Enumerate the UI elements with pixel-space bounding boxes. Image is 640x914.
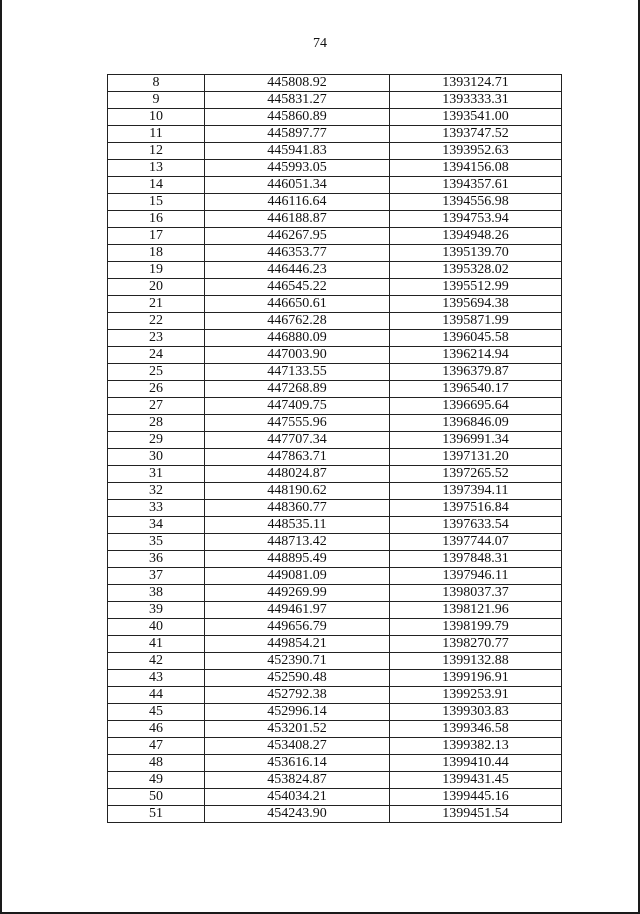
table-row xyxy=(108,415,562,432)
y-coordinate-cell: 1396540.17 xyxy=(390,381,562,398)
x-coordinate-cell: 452590.48 xyxy=(205,670,390,687)
x-coordinate-cell: 445860.89 xyxy=(205,109,390,126)
table-row xyxy=(108,483,562,500)
y-coordinate-cell: 1399132.88 xyxy=(390,653,562,670)
y-coordinate-cell: 1399431.45 xyxy=(390,772,562,789)
x-coordinate-cell: 446051.34 xyxy=(205,177,390,194)
x-coordinate-cell: 446267.95 xyxy=(205,228,390,245)
point-number-cell: 29 xyxy=(108,432,205,449)
x-coordinate-cell: 445993.05 xyxy=(205,160,390,177)
table-row xyxy=(108,551,562,568)
y-coordinate-cell: 1396045.58 xyxy=(390,330,562,347)
y-coordinate-cell: 1397633.54 xyxy=(390,517,562,534)
y-coordinate-cell: 1395694.38 xyxy=(390,296,562,313)
point-number-cell: 46 xyxy=(108,721,205,738)
y-coordinate-cell: 1394948.26 xyxy=(390,228,562,245)
x-coordinate-cell: 448360.77 xyxy=(205,500,390,517)
table-row xyxy=(108,143,562,160)
point-number-cell: 45 xyxy=(108,704,205,721)
x-coordinate-cell: 446880.09 xyxy=(205,330,390,347)
point-number-cell: 37 xyxy=(108,568,205,585)
point-number-cell: 41 xyxy=(108,636,205,653)
point-number-cell: 27 xyxy=(108,398,205,415)
point-number-cell: 44 xyxy=(108,687,205,704)
table-row xyxy=(108,755,562,772)
table-row xyxy=(108,432,562,449)
table-row xyxy=(108,449,562,466)
x-coordinate-cell: 453408.27 xyxy=(205,738,390,755)
y-coordinate-cell: 1398199.79 xyxy=(390,619,562,636)
point-number-cell: 13 xyxy=(108,160,205,177)
y-coordinate-cell: 1395328.02 xyxy=(390,262,562,279)
table-row xyxy=(108,75,562,92)
y-coordinate-cell: 1397394.11 xyxy=(390,483,562,500)
point-number-cell: 38 xyxy=(108,585,205,602)
point-number-cell: 11 xyxy=(108,126,205,143)
point-number-cell: 16 xyxy=(108,211,205,228)
x-coordinate-cell: 445897.77 xyxy=(205,126,390,143)
x-coordinate-cell: 449854.21 xyxy=(205,636,390,653)
y-coordinate-cell: 1395512.99 xyxy=(390,279,562,296)
table-row xyxy=(108,279,562,296)
y-coordinate-cell: 1398037.37 xyxy=(390,585,562,602)
table-row xyxy=(108,772,562,789)
x-coordinate-cell: 449081.09 xyxy=(205,568,390,585)
y-coordinate-cell: 1394357.61 xyxy=(390,177,562,194)
point-number-cell: 36 xyxy=(108,551,205,568)
y-coordinate-cell: 1395139.70 xyxy=(390,245,562,262)
table-row xyxy=(108,568,562,585)
x-coordinate-cell: 447863.71 xyxy=(205,449,390,466)
table-row xyxy=(108,109,562,126)
y-coordinate-cell: 1398270.77 xyxy=(390,636,562,653)
table-row xyxy=(108,517,562,534)
x-coordinate-cell: 452390.71 xyxy=(205,653,390,670)
point-number-cell: 24 xyxy=(108,347,205,364)
table-row xyxy=(108,704,562,721)
y-coordinate-cell: 1397848.31 xyxy=(390,551,562,568)
y-coordinate-cell: 1399253.91 xyxy=(390,687,562,704)
x-coordinate-cell: 453201.52 xyxy=(205,721,390,738)
point-number-cell: 43 xyxy=(108,670,205,687)
point-number-cell: 12 xyxy=(108,143,205,160)
page-number: 74 xyxy=(313,36,327,51)
x-coordinate-cell: 452792.38 xyxy=(205,687,390,704)
x-coordinate-cell: 445831.27 xyxy=(205,92,390,109)
point-number-cell: 21 xyxy=(108,296,205,313)
x-coordinate-cell: 449656.79 xyxy=(205,619,390,636)
table-row xyxy=(108,126,562,143)
table-row xyxy=(108,228,562,245)
x-coordinate-cell: 445808.92 xyxy=(205,75,390,92)
x-coordinate-cell: 446188.87 xyxy=(205,211,390,228)
x-coordinate-cell: 448024.87 xyxy=(205,466,390,483)
y-coordinate-cell: 1394753.94 xyxy=(390,211,562,228)
x-coordinate-cell: 447268.89 xyxy=(205,381,390,398)
y-coordinate-cell: 1398121.96 xyxy=(390,602,562,619)
table-row xyxy=(108,347,562,364)
x-coordinate-cell: 446650.61 xyxy=(205,296,390,313)
point-number-cell: 20 xyxy=(108,279,205,296)
point-number-cell: 22 xyxy=(108,313,205,330)
point-number-cell: 26 xyxy=(108,381,205,398)
y-coordinate-cell: 1399445.16 xyxy=(390,789,562,806)
point-number-cell: 40 xyxy=(108,619,205,636)
y-coordinate-cell: 1397744.07 xyxy=(390,534,562,551)
y-coordinate-cell: 1393333.31 xyxy=(390,92,562,109)
point-number-cell: 42 xyxy=(108,653,205,670)
table-row xyxy=(108,330,562,347)
table-row xyxy=(108,92,562,109)
point-number-cell: 31 xyxy=(108,466,205,483)
y-coordinate-cell: 1399382.13 xyxy=(390,738,562,755)
x-coordinate-cell: 446762.28 xyxy=(205,313,390,330)
x-coordinate-cell: 453824.87 xyxy=(205,772,390,789)
coordinates-table xyxy=(107,74,562,823)
point-number-cell: 8 xyxy=(108,75,205,92)
point-number-cell: 49 xyxy=(108,772,205,789)
table-row xyxy=(108,211,562,228)
point-number-cell: 19 xyxy=(108,262,205,279)
x-coordinate-cell: 447409.75 xyxy=(205,398,390,415)
y-coordinate-cell: 1399196.91 xyxy=(390,670,562,687)
table-row xyxy=(108,313,562,330)
x-coordinate-cell: 448190.62 xyxy=(205,483,390,500)
point-number-cell: 50 xyxy=(108,789,205,806)
x-coordinate-cell: 448895.49 xyxy=(205,551,390,568)
table-row xyxy=(108,381,562,398)
table-row xyxy=(108,619,562,636)
point-number-cell: 30 xyxy=(108,449,205,466)
table-row xyxy=(108,296,562,313)
x-coordinate-cell: 446116.64 xyxy=(205,194,390,211)
y-coordinate-cell: 1396695.64 xyxy=(390,398,562,415)
x-coordinate-cell: 447707.34 xyxy=(205,432,390,449)
x-coordinate-cell: 447003.90 xyxy=(205,347,390,364)
x-coordinate-cell: 445941.83 xyxy=(205,143,390,160)
y-coordinate-cell: 1396846.09 xyxy=(390,415,562,432)
table-row xyxy=(108,500,562,517)
table-row xyxy=(108,806,562,823)
point-number-cell: 14 xyxy=(108,177,205,194)
y-coordinate-cell: 1399451.54 xyxy=(390,806,562,823)
table-row xyxy=(108,670,562,687)
point-number-cell: 32 xyxy=(108,483,205,500)
x-coordinate-cell: 446446.23 xyxy=(205,262,390,279)
point-number-cell: 10 xyxy=(108,109,205,126)
table-row xyxy=(108,602,562,619)
table-row xyxy=(108,160,562,177)
point-number-cell: 18 xyxy=(108,245,205,262)
x-coordinate-cell: 453616.14 xyxy=(205,755,390,772)
x-coordinate-cell: 446545.22 xyxy=(205,279,390,296)
y-coordinate-cell: 1393541.00 xyxy=(390,109,562,126)
x-coordinate-cell: 447133.55 xyxy=(205,364,390,381)
table-row xyxy=(108,534,562,551)
table-row xyxy=(108,636,562,653)
y-coordinate-cell: 1399410.44 xyxy=(390,755,562,772)
x-coordinate-cell: 447555.96 xyxy=(205,415,390,432)
y-coordinate-cell: 1394156.08 xyxy=(390,160,562,177)
point-number-cell: 39 xyxy=(108,602,205,619)
y-coordinate-cell: 1399346.58 xyxy=(390,721,562,738)
point-number-cell: 23 xyxy=(108,330,205,347)
x-coordinate-cell: 454034.21 xyxy=(205,789,390,806)
table-row xyxy=(108,364,562,381)
table-row xyxy=(108,245,562,262)
point-number-cell: 25 xyxy=(108,364,205,381)
x-coordinate-cell: 449461.97 xyxy=(205,602,390,619)
x-coordinate-cell: 448713.42 xyxy=(205,534,390,551)
point-number-cell: 48 xyxy=(108,755,205,772)
x-coordinate-cell: 449269.99 xyxy=(205,585,390,602)
point-number-cell: 34 xyxy=(108,517,205,534)
y-coordinate-cell: 1393747.52 xyxy=(390,126,562,143)
table-row xyxy=(108,687,562,704)
table-row xyxy=(108,466,562,483)
y-coordinate-cell: 1396214.94 xyxy=(390,347,562,364)
y-coordinate-cell: 1397265.52 xyxy=(390,466,562,483)
table-row xyxy=(108,721,562,738)
table-row xyxy=(108,398,562,415)
y-coordinate-cell: 1394556.98 xyxy=(390,194,562,211)
table-row xyxy=(108,738,562,755)
table-row xyxy=(108,262,562,279)
point-number-cell: 47 xyxy=(108,738,205,755)
point-number-cell: 15 xyxy=(108,194,205,211)
x-coordinate-cell: 448535.11 xyxy=(205,517,390,534)
y-coordinate-cell: 1397516.84 xyxy=(390,500,562,517)
point-number-cell: 9 xyxy=(108,92,205,109)
point-number-cell: 17 xyxy=(108,228,205,245)
y-coordinate-cell: 1393952.63 xyxy=(390,143,562,160)
point-number-cell: 35 xyxy=(108,534,205,551)
x-coordinate-cell: 452996.14 xyxy=(205,704,390,721)
y-coordinate-cell: 1395871.99 xyxy=(390,313,562,330)
y-coordinate-cell: 1397131.20 xyxy=(390,449,562,466)
table-row xyxy=(108,194,562,211)
y-coordinate-cell: 1397946.11 xyxy=(390,568,562,585)
table-row xyxy=(108,653,562,670)
x-coordinate-cell: 446353.77 xyxy=(205,245,390,262)
point-number-cell: 33 xyxy=(108,500,205,517)
table-row xyxy=(108,177,562,194)
point-number-cell: 51 xyxy=(108,806,205,823)
y-coordinate-cell: 1393124.71 xyxy=(390,75,562,92)
y-coordinate-cell: 1399303.83 xyxy=(390,704,562,721)
point-number-cell: 28 xyxy=(108,415,205,432)
y-coordinate-cell: 1396991.34 xyxy=(390,432,562,449)
x-coordinate-cell: 454243.90 xyxy=(205,806,390,823)
coordinates-table-body xyxy=(108,75,562,823)
table-row xyxy=(108,585,562,602)
table-row xyxy=(108,789,562,806)
y-coordinate-cell: 1396379.87 xyxy=(390,364,562,381)
